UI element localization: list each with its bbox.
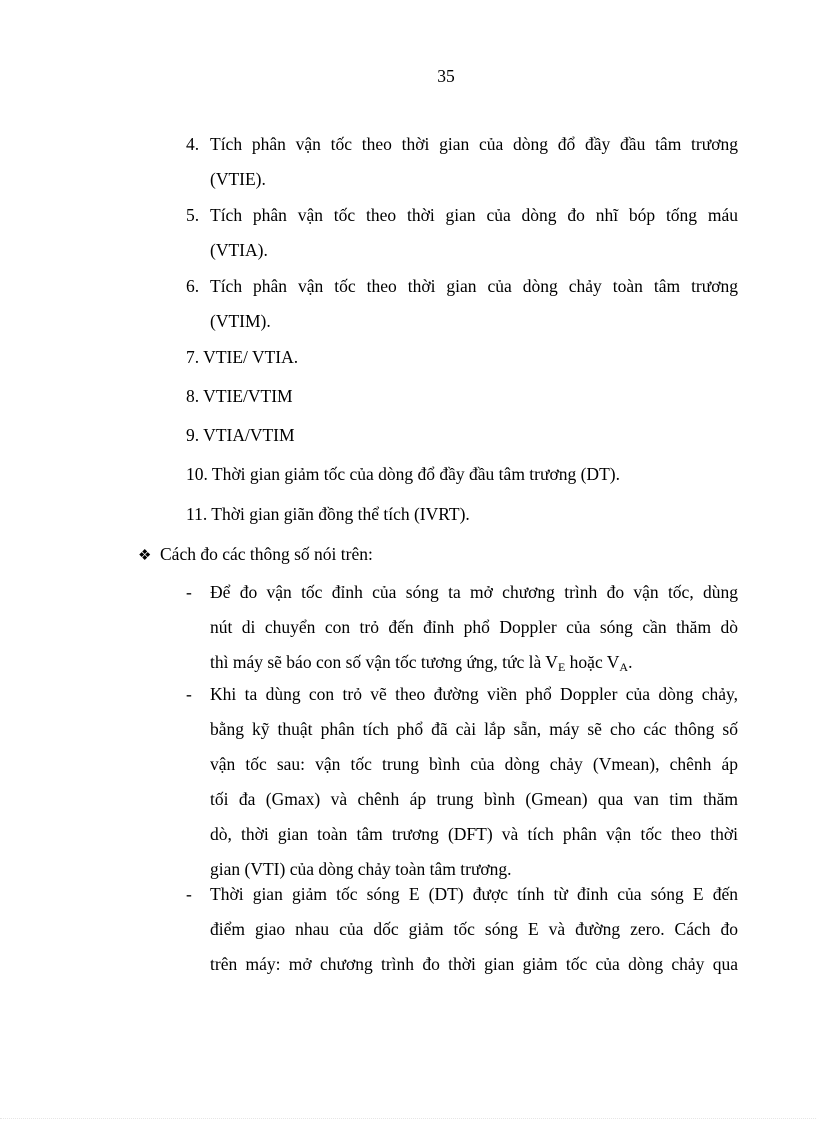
- section-heading: [138, 537, 373, 574]
- paragraph-line: bằng kỹ thuật phân tích phổ đã cài lắp sẵn, máy sẽ cho các thông số: [210, 719, 738, 739]
- list-item: 10. Thời gian giảm tốc của dòng đổ đầy đầu tâm trương (DT).: [186, 464, 620, 484]
- item-text: Tích phân vận tốc theo thời gian của dòng đo nhĩ bóp tống máu: [210, 205, 738, 225]
- section-heading-text: Cách đo các thông số nói trên:: [160, 544, 373, 564]
- paragraph-line: gian (VTI) của dòng chảy toàn tâm trương.: [210, 859, 512, 879]
- list-item: 8. VTIE/VTIM: [186, 386, 293, 406]
- dash-marker: -: [186, 684, 192, 704]
- item-text: Tích phân vận tốc theo thời gian của dòng đổ đầy đầu tâm trương: [210, 134, 738, 154]
- list-item: 11. Thời gian giãn đồng thể tích (IVRT).: [186, 504, 470, 524]
- paragraph-line: thì máy sẽ báo con số vận tốc tương ứng, tức là $V_E$ hoặc $V_A$.: [210, 652, 633, 674]
- item-text: (VTIE).: [210, 169, 266, 189]
- dash-marker: -: [186, 582, 192, 602]
- dash-item: [186, 677, 738, 887]
- list-item: [186, 269, 738, 339]
- item-text: Tích phân vận tốc theo thời gian của dòng chảy toàn tâm trương: [210, 276, 738, 296]
- dash-item: [186, 575, 738, 685]
- paragraph-line: vận tốc sau: vận tốc trung bình của dòng chảy (Vmean), chênh áp: [210, 754, 738, 774]
- list-item: [186, 127, 738, 197]
- item-number: 4.: [186, 134, 200, 154]
- paragraph-line: Để đo vận tốc đỉnh của sóng ta mở chương trình đo vận tốc, dùng: [210, 582, 738, 602]
- item-text: (VTIM).: [210, 311, 271, 331]
- dash-item: [186, 877, 738, 982]
- item-number: 6.: [186, 276, 200, 296]
- paragraph-line: Khi ta dùng con trỏ vẽ theo đường viền phổ Doppler của dòng chảy,: [210, 684, 738, 704]
- page-bottom-border: [0, 1118, 816, 1119]
- list-item: 7. VTIE/ VTIA.: [186, 347, 299, 367]
- paragraph-line: trên máy: mở chương trình đo thời gian giảm tốc của dòng chảy qua: [210, 954, 738, 974]
- paragraph-line: tối đa (Gmax) và chênh áp trung bình (Gmean) qua van tim thăm: [210, 789, 738, 809]
- paragraph-line: điểm giao nhau của dốc giảm tốc sóng E và đường zero. Cách đo: [210, 919, 738, 939]
- paragraph-line: dò, thời gian toàn tâm trương (DFT) và tích phân vận tốc theo thời: [210, 824, 738, 844]
- item-text: (VTIA).: [210, 240, 268, 260]
- paragraph-line: nút di chuyển con trỏ đến đỉnh phổ Doppler của sóng cần thăm dò: [210, 617, 738, 637]
- list-item: [186, 198, 738, 268]
- list-item: 9. VTIA/VTIM: [186, 425, 295, 445]
- page-number: 35: [437, 66, 455, 86]
- subscript-e: E: [557, 660, 566, 674]
- dash-marker: -: [186, 884, 192, 904]
- diamond-bullet-icon: ❖: [138, 548, 152, 564]
- item-number: 5.: [186, 205, 200, 225]
- paragraph-line: Thời gian giảm tốc sóng E (DT) được tính từ đỉnh của sóng E đến: [210, 884, 738, 904]
- subscript-a: A: [619, 660, 629, 674]
